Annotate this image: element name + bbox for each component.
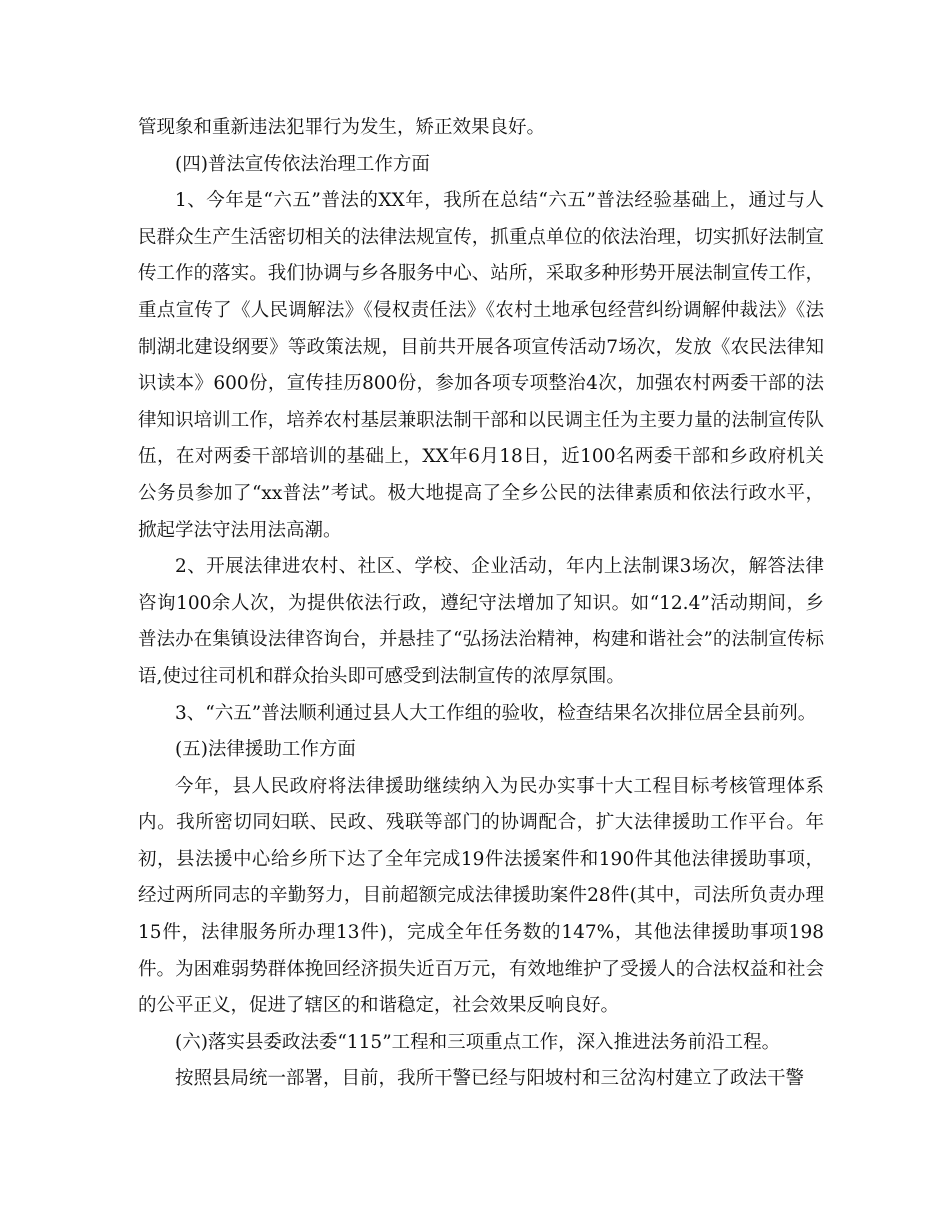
- section-heading-legal-publicity: (四)普法宣传依法治理工作方面: [175, 153, 430, 175]
- paragraph-item-2: 2、开展法律进农村、社区、学校、企业活动，年内上法制课3场次，解答法律咨询100余人次，为提供依法行政，遵纪守法增加了知识。如“12.4”活动期间，乡普法办在集镇设法律咨询台，并悬挂了“弘扬法治精神，构建和谐社会”的法制宣传标语,使过往司机和群众抬头即可感受到法制宣传的浓厚氛围。: [138, 556, 824, 687]
- section-heading-legal-aid: (五)法律援助工作方面: [175, 739, 356, 761]
- paragraph-115-project: 按照县局统一部署，目前，我所干警已经与阳坡村和三岔沟村建立了政法干警: [175, 1068, 805, 1090]
- document-body: [138, 110, 824, 1098]
- paragraph-continuation: 管现象和重新违法犯罪行为发生，矫正效果良好。: [138, 117, 546, 138]
- paragraph-legal-aid: 今年，县人民政府将法律援助继续纳入为民办实事十大工程目标考核管理体系内。我所密切同妇联、民政、残联等部门的协调配合，扩大法律援助工作平台。年初，县法援中心给乡所下达了全年完成19件法援案件和190件其他法律援助事项，经过两所同志的辛勤努力，目前超额完成法律援助案件28件(其中，司法所负责办理15件，法律服务所办理13件)，完成全年任务数的147%，其他法律援助事项198件。为困难弱势群体挽回经济损失近百万元，有效地维护了受援人的合法权益和社会的公平正义，促进了辖区的和谐稳定，社会效果反响良好。: [138, 775, 824, 1017]
- section-heading-115-project: (六)落实县委政法委“115”工程和三项重点工作，深入推进法务前沿工程。: [175, 1031, 781, 1053]
- paragraph-item-1: 1、今年是“六五”普法的XX年，我所在总结“六五”普法经验基础上，通过与人民群众生产生活密切相关的法律法规宣传，抓重点单位的依法治理，切实抓好法制宣传工作的落实。我们协调与乡各服务中心、站所，采取多种形势开展法制宣传工作，重点宣传了《人民调解法》《侵权责任法》《农村土地承包经营纠纷调解仲裁法》《法制湖北建设纲要》等政策法规，目前共开展各项宣传活动7场次，发放《农民法律知识读本》600份，宣传挂历800份，参加各项专项整治4次，加强农村两委干部的法律知识培训工作，培养农村基层兼职法制干部和以民调主任为主要力量的法制宣传队伍，在对两委干部培训的基础上，XX年6月18日，近100名两委干部和乡政府机关公务员参加了“xx普法”考试。极大地提高了全乡公民的法律素质和依法行政水平，掀起学法守法用法高潮。: [138, 190, 824, 541]
- paragraph-item-3: 3、“六五”普法顺利通过县人大工作组的验收，检查结果名次排位居全县前列。: [175, 702, 817, 724]
